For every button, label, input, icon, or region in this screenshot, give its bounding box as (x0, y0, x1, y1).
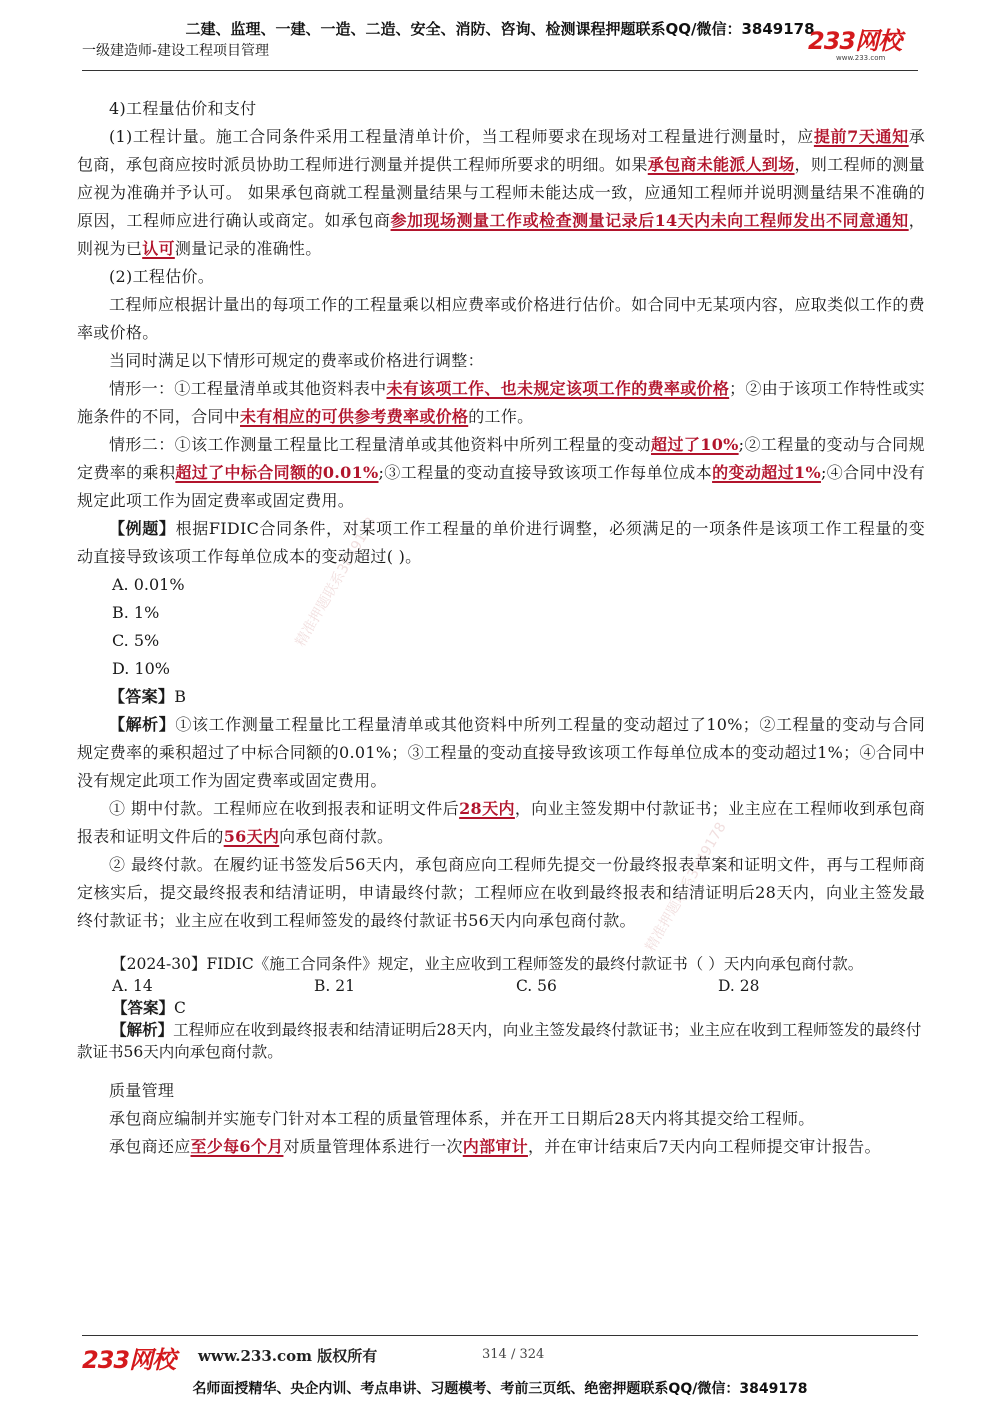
example-option: B. 1% (112, 603, 160, 622)
example-option: A. 0.01% (112, 575, 185, 594)
highlight: 超过了10% (650, 435, 739, 454)
exam-analysis: 【解析】工程师应在收到最终报表和结清证明后28天内，向业主签发最终付款证书；业主应在收到工程师签发的最终付款证书56天内向承包商付款。 (77, 1020, 922, 1061)
paragraph-case-one: 情形一：①工程量清单或其他资料表中未有该项工作、也未规定该项工作的费率或价格；②由于该项工作特性或实施条件的不同，合同中未有相应的可供参考费率或价格的工作。 (77, 379, 925, 426)
highlight: 未有该项工作、也未规定该项工作的费率或价格 (386, 379, 730, 398)
brand-logo (808, 28, 918, 68)
exam-option: B. 21 (314, 977, 355, 995)
footer-logo: 233网校 (82, 1346, 176, 1374)
highlight: 提前7天通知 (813, 127, 909, 146)
exam-question: 【2024-30】FIDIC《施工合同条件》规定，业主应收到工程师签发的最终付款证书（ ）天内向承包商付款。 (111, 955, 864, 973)
footer-copyright: www.233.com 版权所有 (198, 1347, 378, 1365)
watermark: 精准押题联系3849178 (292, 514, 380, 650)
quality-heading: 质量管理 (109, 1081, 175, 1100)
paragraph-conditions: 当同时满足以下情形可规定的费率或价格进行调整： (109, 351, 484, 370)
paragraph-quality-system: 承包商应编制并实施专门针对本工程的质量管理体系，并在开工日期后28天内将其提交给工程师。 (109, 1109, 815, 1128)
header-divider (82, 70, 918, 71)
paragraph-case-two: 情形二：①该工作测量工程量比工程量清单或其他资料中所列工程量的变动超过了10%;②工程量的变动与合同规定费率的乘积超过了中标合同额的0.01%;③工程量的变动直接导致该项工作每单位成本的变动超过1%;④合同中没有规定此项工作为固定费率或固定费用。 (77, 435, 925, 510)
footer-divider (82, 1335, 918, 1336)
example-analysis: 【解析】①该工作测量工程量比工程量清单或其他资料中所列工程量的变动超过了10%；②工程量的变动与合同规定费率的乘积超过了中标合同额的0.01%；③工程量的变动直接导致该项工作每单位成本的变动超过1%；④合同中没有规定此项工作为固定费率或固定费用。 (77, 715, 925, 790)
paragraph-valuation-heading: (2)工程估价。 (109, 267, 215, 286)
highlight: 超过了中标合同额的0.01% (175, 463, 379, 482)
highlight: 28天内 (459, 799, 515, 818)
exam-option: A. 14 (112, 977, 153, 995)
highlight: 内部审计 (462, 1137, 528, 1156)
example-answer: 【答案】B (109, 687, 187, 706)
paragraph-quality-audit: 承包商还应至少每6个月对质量管理体系进行一次内部审计，并在审计结束后7天内向工程师提交审计报告。 (109, 1137, 881, 1156)
highlight: 认可 (142, 239, 175, 258)
watermark: 精准押题联系3849178 (642, 819, 730, 955)
exam-option: D. 28 (718, 977, 760, 995)
highlight: 的变动超过1% (712, 463, 821, 482)
highlight: 至少每6个月 (190, 1137, 284, 1156)
header-subtitle: 一级建造师-建设工程项目管理 (82, 43, 270, 59)
exam-options (77, 975, 925, 997)
paragraph-interim-payment: ① 期中付款。工程师应在收到报表和证明文件后28天内，向业主签发期中付款证书；业主应在工程师收到承包商报表和证明文件后的56天内向承包商付款。 (77, 799, 926, 846)
highlight: 56天内 (223, 827, 280, 846)
highlight: 参加现场测量工作或检查测量记录后14天内未向工程师发出不同意通知 (390, 211, 909, 230)
highlight: 未有相应的可供参考费率或价格 (240, 407, 469, 426)
footer-promo-text: 名师面授精华、央企内训、考点串讲、习题模考、考前三页纸、绝密押题联系QQ/微信：3849178 (192, 1381, 808, 1397)
paragraph-final-payment: ② 最终付款。在履约证书签发后56天内，承包商应向工程师先提交一份最终报表草案和证明文件，再与工程师商定核实后，提交最终报表和结清证明，申请最终付款；工程师应在收到最终报表和结清证明后28天内，向业主签发最终付款证书；业主应在收到工程师签发的最终付款证书56天内向承包商付款。 (77, 855, 925, 930)
logo-url: www.233.com (836, 54, 886, 62)
page-number: 314 / 324 (482, 1347, 545, 1362)
paragraph-valuation: 工程师应根据计量出的每项工作的工程量乘以相应费率或价格进行估价。如合同中无某项内容，应取类似工作的费率或价格。 (77, 295, 925, 342)
example-option: C. 5% (112, 631, 160, 650)
paragraph-measurement: (1)工程计量。施工合同条件采用工程量清单计价，当工程师要求在现场对工程量进行测量时，应提前7天通知承包商，承包商应按时派员协助工程师进行测量并提供工程师所要求的明细。如果承包商未能派人到场，则工程师的测量应视为准确并予认可。 如果承包商就工程量测量结果与工程师未能达成一致，应通知工程师并说明测量结果不准确的原因，工程师应进行确认或商定。如承包商参加现场测量工作或检查测量记录后14天内未向工程师发出不同意通知，则视为已认可测量记录的准确性。 (77, 127, 925, 258)
header-top-text: 二建、监理、一建、一造、二造、安全、消防、咨询、检测课程押题联系QQ/微信：3849178 (185, 20, 815, 38)
example-option: D. 10% (112, 659, 170, 678)
example-question: 【例题】根据FIDIC合同条件，对某项工作工程量的单价进行调整，必须满足的一项条件是该项工作工程量的变动直接导致该项工作每单位成本的变动超过( )。 (77, 519, 926, 566)
highlight: 承包商未能派人到场 (647, 155, 795, 174)
logo-text: 233网校 (808, 27, 902, 55)
section-heading: 4)工程量估价和支付 (109, 99, 257, 118)
document-body (77, 95, 925, 1161)
exam-answer: 【答案】C (112, 998, 186, 1017)
exam-option: C. 56 (516, 977, 557, 995)
